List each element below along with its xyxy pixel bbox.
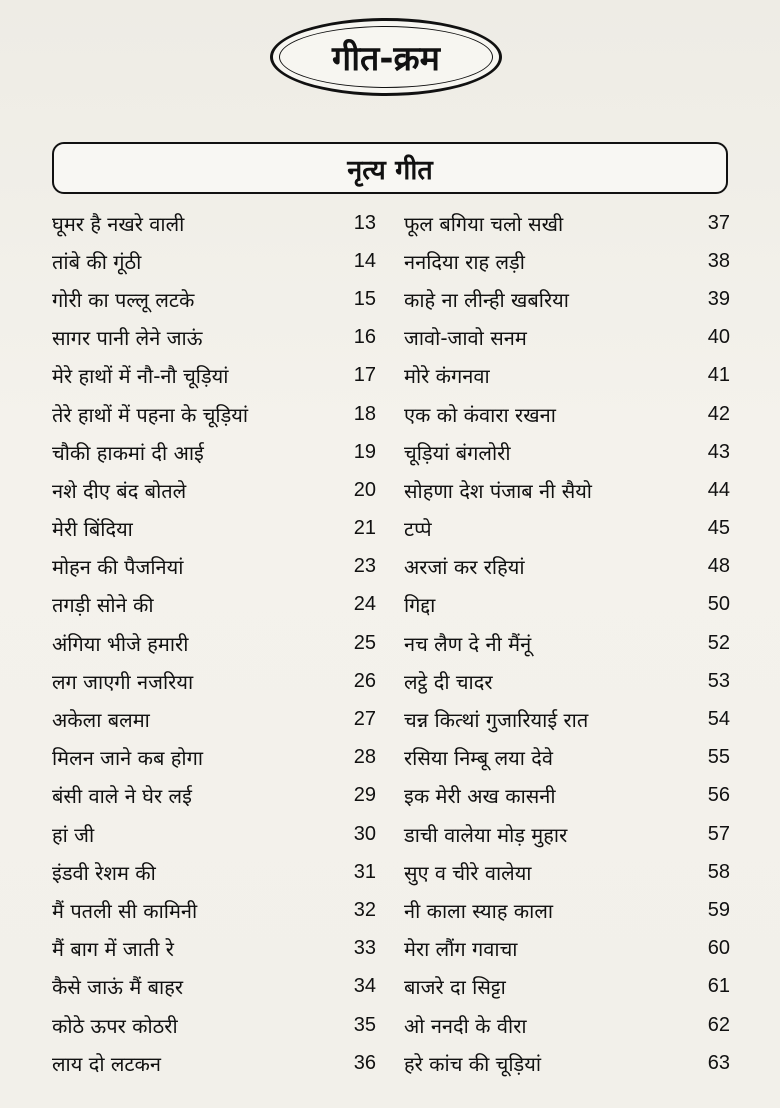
song-title: ओ ननदी के वीरा (404, 1013, 527, 1038)
song-entry (52, 510, 376, 548)
page-number: 57 (707, 822, 730, 845)
page-number: 13 (353, 211, 376, 234)
song-title: कोठे ऊपर कोठरी (52, 1013, 178, 1038)
song-entry (404, 739, 730, 777)
page-number: 63 (707, 1051, 730, 1074)
page-number: 45 (707, 517, 730, 540)
contents-heading-badge (270, 18, 502, 96)
song-title: बाजरे दा सिट्टा (404, 975, 506, 1000)
song-title: रसिया निम्बू लया देवे (404, 746, 554, 771)
song-title: मेरी बिंदिया (52, 517, 133, 542)
song-entry (404, 280, 730, 318)
page-number: 29 (353, 784, 376, 807)
song-title: तेरे हाथों में पहना के चूड़ियां (52, 402, 249, 427)
song-entry (52, 204, 376, 242)
page-number: 39 (707, 287, 730, 310)
song-entry (52, 433, 376, 471)
page-number: 20 (353, 478, 376, 501)
page-number: 30 (353, 822, 376, 845)
song-entry (404, 586, 730, 624)
song-entry (52, 242, 376, 280)
page-number: 19 (353, 440, 376, 463)
page-number: 61 (707, 975, 730, 998)
song-title: तगड़ी सोने की (52, 593, 154, 618)
song-entry (52, 662, 376, 700)
song-title: मोरे कंगनवा (404, 364, 490, 389)
song-entry (52, 1006, 376, 1044)
song-entry (52, 280, 376, 318)
song-title: लाय दो लटकन (52, 1051, 161, 1076)
song-title: सोहणा देश पंजाब नी सैयो (404, 478, 592, 503)
page-number: 27 (353, 708, 376, 731)
page-number: 17 (353, 364, 376, 387)
page-number: 32 (353, 898, 376, 921)
song-title: नी काला स्याह काला (404, 898, 554, 923)
song-entry (52, 853, 376, 891)
song-title: लग जाएगी नजरिया (52, 669, 194, 694)
page-number: 35 (353, 1013, 376, 1036)
song-title: घूमर है नखरे वाली (52, 211, 185, 236)
page-number: 28 (353, 746, 376, 769)
song-title: मिलन जाने कब होगा (52, 746, 204, 771)
song-title: सागर पानी लेने जाऊं (52, 326, 203, 351)
song-entry (52, 815, 376, 853)
song-title: अकेला बलमा (52, 708, 150, 733)
song-entry (52, 739, 376, 777)
section-heading: नृत्य गीत (347, 154, 433, 186)
song-title: एक को कंवारा रखना (404, 402, 556, 427)
page-number: 15 (353, 287, 376, 310)
page-number: 41 (707, 364, 730, 387)
page-number: 55 (707, 746, 730, 769)
page-number: 50 (707, 593, 730, 616)
page-number: 23 (353, 555, 376, 578)
page-number: 60 (707, 937, 730, 960)
song-entry (52, 891, 376, 929)
page-number: 36 (353, 1051, 376, 1074)
song-title: चूड़ियां बंगलोरी (404, 440, 511, 465)
page-number: 37 (707, 211, 730, 234)
page-number: 26 (353, 669, 376, 692)
song-entry (404, 357, 730, 395)
song-title: काहे ना लीन्ही खबरिया (404, 287, 569, 312)
song-title: गिद्दा (404, 593, 436, 618)
page-number: 56 (707, 784, 730, 807)
page-number: 58 (707, 860, 730, 883)
right-song-column (404, 204, 730, 1082)
song-entry (404, 204, 730, 242)
page-number: 59 (707, 898, 730, 921)
song-title: डाची वालेया मोड़ मुहार (404, 822, 568, 847)
page-number: 31 (353, 860, 376, 883)
song-title: टप्पे (404, 517, 432, 542)
song-title: चौकी हाकमां दी आई (52, 440, 204, 465)
song-title: मेरे हाथों में नौ-नौ चूड़ियां (52, 364, 229, 389)
page-number: 38 (707, 249, 730, 272)
song-title: गोरी का पल्लू लटके (52, 287, 195, 312)
song-title: हां जी (52, 822, 95, 847)
song-entry (404, 1044, 730, 1082)
song-title: मोहन की पैजनियां (52, 555, 184, 580)
song-entry (52, 357, 376, 395)
song-entry (404, 395, 730, 433)
page-number: 24 (353, 593, 376, 616)
song-title: कैसे जाऊं मैं बाहर (52, 975, 184, 1000)
song-entry (404, 777, 730, 815)
page-number: 48 (707, 555, 730, 578)
song-entry (52, 930, 376, 968)
song-entry (52, 777, 376, 815)
page-number: 53 (707, 669, 730, 692)
song-entry (52, 700, 376, 738)
page-number: 42 (707, 402, 730, 425)
song-title: मैं पतली सी कामिनी (52, 898, 198, 923)
song-entry (404, 853, 730, 891)
song-title: अंगिया भीजे हमारी (52, 631, 189, 656)
song-entry (52, 968, 376, 1006)
song-title: नशे दीए बंद बोतले (52, 478, 187, 503)
song-entry (404, 433, 730, 471)
song-entry (404, 624, 730, 662)
section-heading-box (52, 142, 728, 194)
page-number: 62 (707, 1013, 730, 1036)
song-entry (404, 471, 730, 509)
song-entry (404, 891, 730, 929)
song-entry (52, 1044, 376, 1082)
page-number: 16 (353, 326, 376, 349)
song-title: ननदिया राह लड़ी (404, 249, 525, 274)
song-title: मैं बाग में जाती रे (52, 937, 174, 962)
page-number: 43 (707, 440, 730, 463)
song-title: मेरा लौंग गवाचा (404, 937, 518, 962)
song-entry (404, 319, 730, 357)
song-entry (52, 471, 376, 509)
song-title: तांबे की गूंठी (52, 249, 142, 274)
song-entry (404, 930, 730, 968)
song-entry (404, 1006, 730, 1044)
page-number: 34 (353, 975, 376, 998)
contents-heading: गीत-क्रम (332, 39, 440, 79)
page-number: 52 (707, 631, 730, 654)
page-number: 21 (353, 517, 376, 540)
page-number: 25 (353, 631, 376, 654)
song-title: अरजां कर रहियां (404, 555, 525, 580)
song-entry (404, 662, 730, 700)
song-entry (404, 510, 730, 548)
page-number: 54 (707, 708, 730, 731)
page-number: 44 (707, 478, 730, 501)
page-number: 33 (353, 937, 376, 960)
song-entry (404, 815, 730, 853)
song-title: जावो-जावो सनम (404, 326, 527, 351)
song-entry (52, 395, 376, 433)
song-title: नच लैण दे नी मैंनूं (404, 631, 532, 656)
song-entry (52, 586, 376, 624)
song-entry (52, 548, 376, 586)
song-entry (404, 700, 730, 738)
song-title: इंडवी रेशम की (52, 860, 156, 885)
song-title: हरे कांच की चूड़ियां (404, 1051, 542, 1076)
song-title: फूल बगिया चलो सखी (404, 211, 564, 236)
song-entry (404, 968, 730, 1006)
song-title: चन्न कित्थां गुजारियाई रात (404, 708, 589, 733)
song-title: बंसी वाले ने घेर लई (52, 784, 192, 809)
page-number: 14 (353, 249, 376, 272)
left-song-column (52, 204, 376, 1082)
song-title: सुए व चीरे वालेया (404, 860, 532, 885)
song-title: इक मेरी अख कासनी (404, 784, 556, 809)
song-entry (52, 319, 376, 357)
page-number: 18 (353, 402, 376, 425)
song-entry (52, 624, 376, 662)
page-number: 40 (707, 326, 730, 349)
song-entry (404, 242, 730, 280)
song-title: लट्ठे दी चादर (404, 669, 493, 694)
song-entry (404, 548, 730, 586)
